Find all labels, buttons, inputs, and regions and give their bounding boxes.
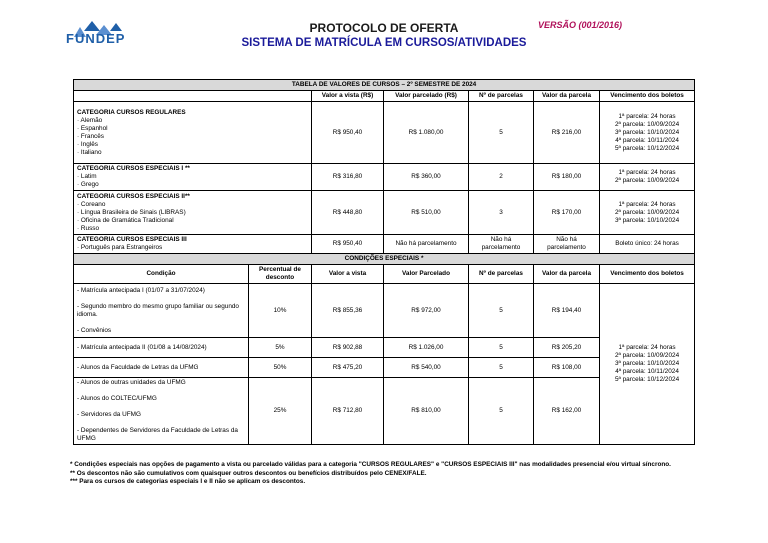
category-items: · Latim · Grego — [77, 173, 99, 188]
cash-value: R$ 712,80 — [312, 378, 384, 445]
cash-value: R$ 902,88 — [312, 338, 384, 358]
cash-value: R$ 855,36 — [312, 284, 384, 338]
header-discount: Percentual de desconto — [249, 265, 312, 284]
category-cell — [74, 102, 312, 164]
table1-title: TABELA DE VALORES DE CURSOS – 2º SEMESTRE DE 2024 — [74, 80, 695, 91]
num-value: 5 — [469, 358, 534, 378]
cash-value: R$ 475,20 — [312, 358, 384, 378]
installment-value: R$ 540,00 — [384, 358, 469, 378]
category-title: CATEGORIA CURSOS ESPECIAIS II** — [77, 192, 190, 200]
table2-title-row — [74, 254, 695, 265]
num-value: 2 — [469, 164, 534, 191]
due-value: Boleto único: 24 horas — [600, 235, 695, 254]
installment-value: R$ 972,00 — [384, 284, 469, 338]
condition-cell: - Alunos da Faculdade de Letras da UFMG — [74, 358, 249, 378]
condition-cell: - Alunos de outras unidades da UFMG - Alunos do COLTEC/UFMG - Servidores da UFMG - Dependentes de Servidores da Faculdade de Letras da UFMG — [74, 378, 249, 445]
per-value: R$ 216,00 — [534, 102, 600, 164]
discount-value: 25% — [249, 378, 312, 445]
header-installment: Valor parcelado (R$) — [384, 91, 469, 102]
page-title: PROTOCOLO DE OFERTA — [309, 21, 459, 35]
category-cell — [74, 191, 312, 235]
footnotes — [70, 461, 710, 487]
cash-value: R$ 448,80 — [312, 191, 384, 235]
table1-header-row — [74, 91, 695, 102]
num-value: 5 — [469, 338, 534, 358]
table1-title-row — [74, 80, 695, 91]
per-value: Não há parcelamento — [534, 235, 600, 254]
header-due: Vencimento dos boletos — [600, 91, 695, 102]
category-cell — [74, 164, 312, 191]
cash-value: R$ 950,40 — [312, 102, 384, 164]
per-value: R$ 180,00 — [534, 164, 600, 191]
per-value: R$ 170,00 — [534, 191, 600, 235]
num-value: 5 — [469, 378, 534, 445]
per-value: R$ 162,00 — [534, 378, 600, 445]
cash-value: R$ 316,80 — [312, 164, 384, 191]
per-value: R$ 205,20 — [534, 338, 600, 358]
num-value: 5 — [469, 102, 534, 164]
header-num: Nº de parcelas — [469, 265, 534, 284]
header-per: Valor da parcela — [534, 265, 600, 284]
table-row — [74, 235, 695, 254]
due-value: 1ª parcela: 24 horas 2ª parcela: 10/09/2024 3ª parcela: 10/10/2024 4ª parcela: 10/11/2024 5ª parcela: 10/12/2024 — [600, 102, 695, 164]
installment-value: R$ 1.080,00 — [384, 102, 469, 164]
footnote: ** Os descontos não são cumulativos com quaisquer outros descontos ou benefícios distribuídos pelo CENEX/FALE. — [70, 469, 427, 477]
due-value: 1ª parcela: 24 horas 2ª parcela: 10/09/2024 — [600, 164, 695, 191]
category-title: CATEGORIA CURSOS ESPECIAIS I ** — [77, 165, 190, 172]
price-table — [73, 79, 695, 445]
num-value: Não há parcelamento — [469, 235, 534, 254]
condition-cell: - Matrícula antecipada II (01/08 a 14/08/2024) — [74, 338, 249, 358]
num-value: 3 — [469, 191, 534, 235]
table-row — [74, 102, 695, 164]
table-row — [74, 164, 695, 191]
installment-value: R$ 1.026,00 — [384, 338, 469, 358]
header-per: Valor da parcela — [534, 91, 600, 102]
installment-value: R$ 810,00 — [384, 378, 469, 445]
header-num: Nº de parcelas — [469, 91, 534, 102]
header-cash: Valor a vista (R$) — [312, 91, 384, 102]
per-value: R$ 194,40 — [534, 284, 600, 338]
num-value: 5 — [469, 284, 534, 338]
category-items: · Alemão · Espanhol · Francês · Inglês · Italiano — [77, 116, 108, 156]
footnote: *** Para os cursos de categorias especiais I e II não se aplicam os descontos. — [70, 478, 306, 486]
table-row — [74, 284, 695, 338]
page-subtitle: SISTEMA DE MATRÍCULA EM CURSOS/ATIVIDADES — [241, 37, 527, 49]
header-due: Vencimento dos boletos — [600, 265, 695, 284]
installment-value: R$ 510,00 — [384, 191, 469, 235]
discount-value: 10% — [249, 284, 312, 338]
category-items: · Coreano · Língua Brasileira de Sinais (LIBRAS) · Oficina de Gramática Tradicional · Russo — [77, 200, 186, 232]
category-items: · Português para Estrangeiros — [77, 244, 163, 251]
installment-value: R$ 360,00 — [384, 164, 469, 191]
table2-title: CONDIÇÕES ESPECIAIS * — [74, 254, 695, 265]
footnote: * Condições especiais nas opções de pagamento a vista ou parcelado válidas para a categoria "CURSOS REGULARES" e "CURSOS ESPECIAIS III" nas modalidades presencial e/ou virtual síncrono. — [70, 461, 671, 468]
category-title: CATEGORIA CURSOS REGULARES — [77, 108, 186, 116]
header-cash: Valor a vista — [312, 265, 384, 284]
cash-value: R$ 950,40 — [312, 235, 384, 254]
discount-value: 50% — [249, 358, 312, 378]
due-value: 1ª parcela: 24 horas 2ª parcela: 10/09/2024 3ª parcela: 10/10/2024 — [600, 191, 695, 235]
category-cell — [74, 235, 312, 254]
header-installment: Valor Parcelado — [384, 265, 469, 284]
discount-value: 5% — [249, 338, 312, 358]
table2-header-row — [74, 265, 695, 284]
installment-value: Não há parcelamento — [384, 235, 469, 254]
due-value: 1ª parcela: 24 horas 2ª parcela: 10/09/2024 3ª parcela: 10/10/2024 4ª parcela: 10/11/2024 5ª parcela: 10/12/2024 — [600, 284, 695, 445]
logo-text: FUNDEP — [66, 31, 126, 46]
header-condition: Condição — [74, 265, 249, 284]
condition-cell: - Matrícula antecipada I (01/07 a 31/07/2024) - Segundo membro do mesmo grupo familiar ou segundo idioma. - Convênios — [74, 284, 249, 338]
per-value: R$ 108,00 — [534, 358, 600, 378]
version-label: VERSÃO (001/2016) — [538, 20, 623, 30]
table-row — [74, 191, 695, 235]
category-title: CATEGORIA CURSOS ESPECIAIS III — [77, 236, 187, 243]
